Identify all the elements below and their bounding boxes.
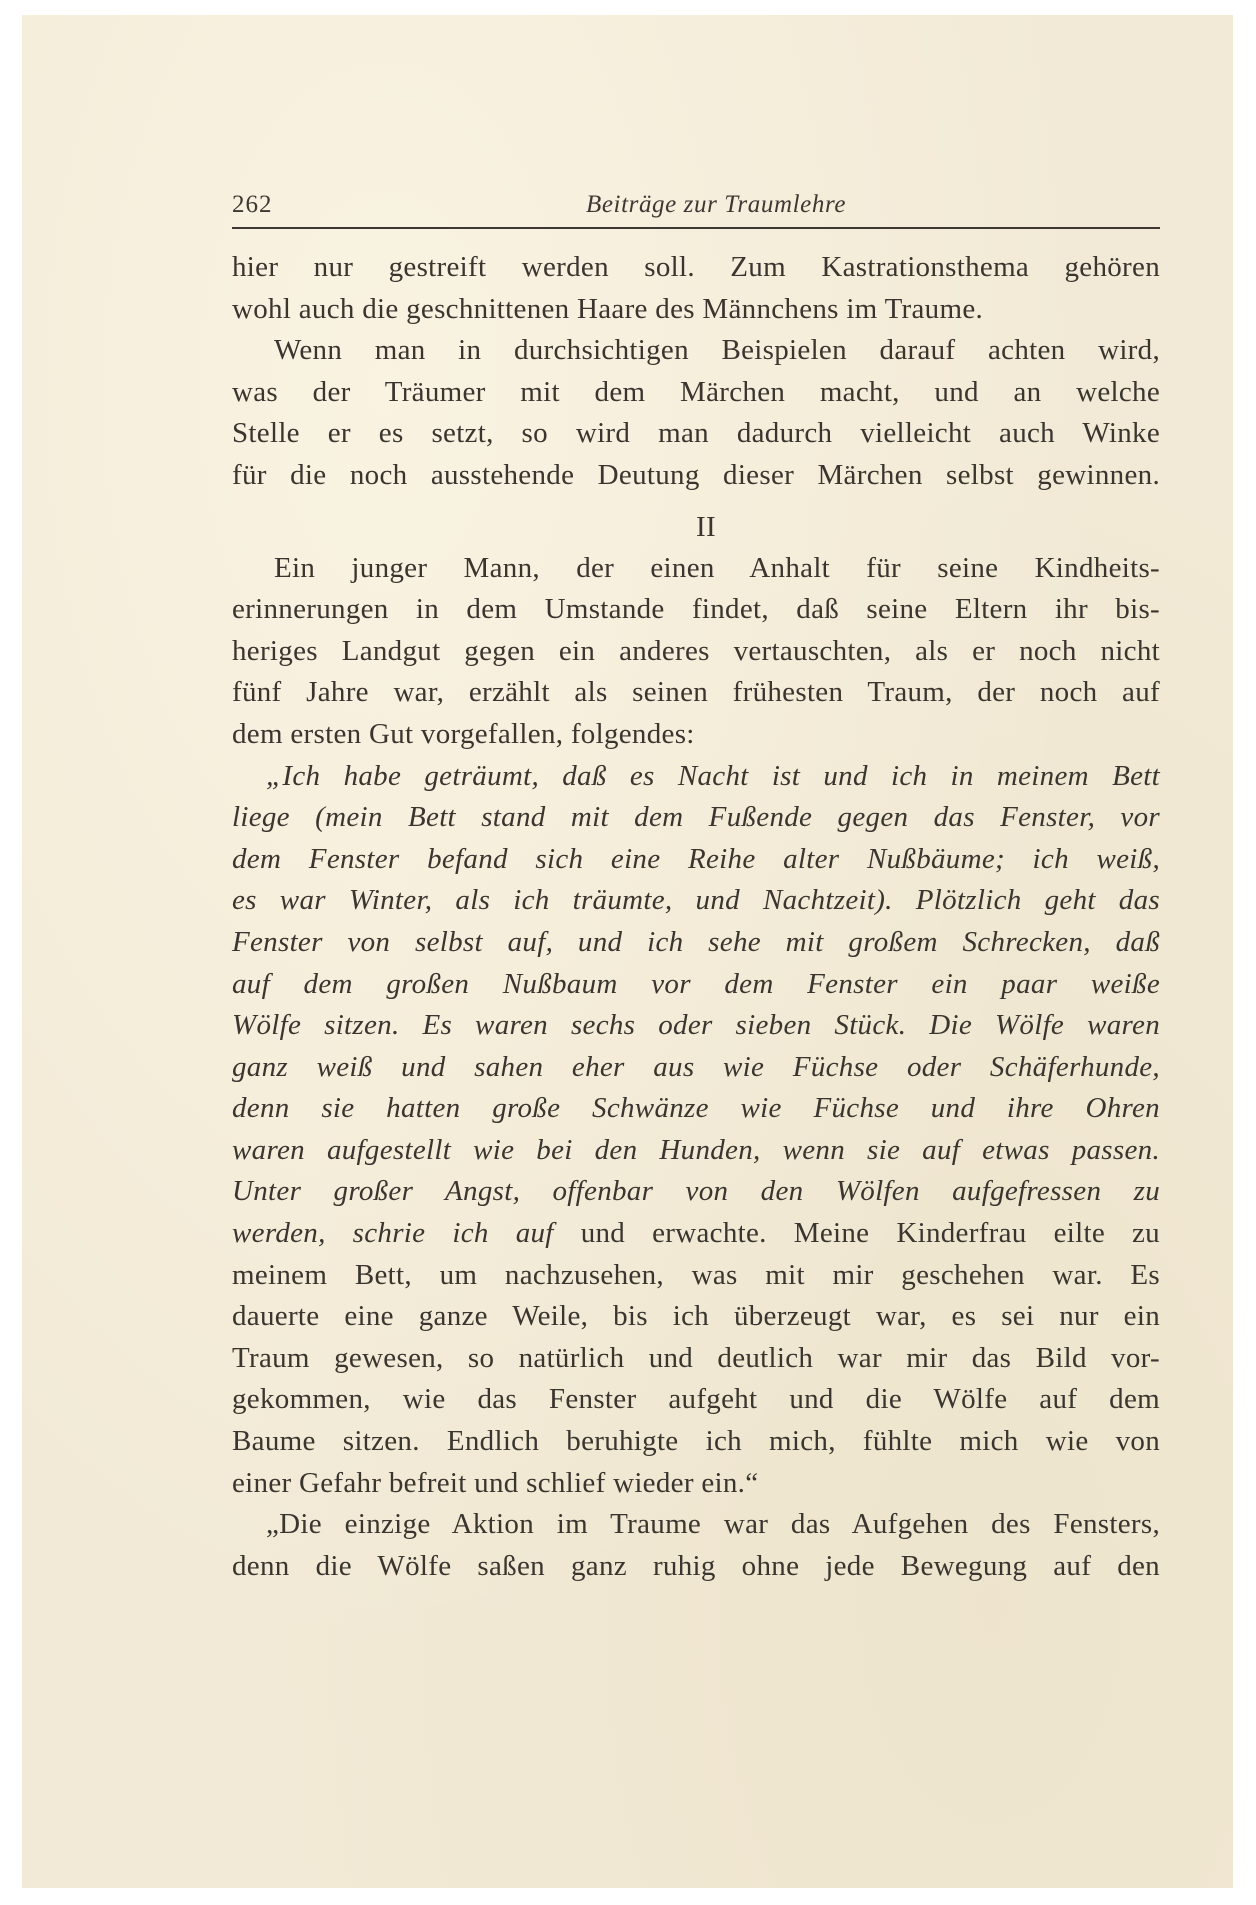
text-line: Stelle er es setzt, so wird man dadurch vielleicht auch Winke	[232, 417, 1160, 450]
italic-line: „Ich habe geträumt, daß es Nacht ist und ich in meinem Bett	[266, 759, 1160, 792]
italic-line: liege (mein Bett stand mit dem Fußende gegen das Fenster, vor	[232, 801, 1160, 834]
italic-line: dem Fenster befand sich eine Reihe alter Nußbäume; ich weiß,	[232, 842, 1160, 875]
text-line: „Die einzige Aktion im Traume war das Aufgehen des Fensters,	[266, 1508, 1160, 1541]
text-line: für die noch ausstehende Deutung dieser Märchen selbst gewinnen.	[232, 458, 1160, 491]
dream-quote	[232, 756, 1160, 1505]
page-number: 262	[232, 191, 273, 218]
header-rule	[232, 227, 1160, 229]
mixed-line	[232, 1213, 1160, 1255]
italic-line: waren aufgestellt wie bei den Hunden, wenn sie auf etwas passen.	[232, 1133, 1160, 1166]
text-line: Wenn man in durchsichtigen Beispielen darauf achten wird,	[274, 334, 1160, 367]
text-line: Ein junger Mann, der einen Anhalt für seine Kindheits-	[274, 551, 1160, 584]
italic-line: Unter großer Angst, offenbar von den Wölfen aufgefressen zu	[232, 1175, 1160, 1208]
italic-line: Wölfe sitzen. Es waren sechs oder sieben Stück. Die Wölfe waren	[232, 1009, 1160, 1042]
text-line: meinem Bett, um nachzusehen, was mit mir geschehen war. Es	[232, 1258, 1160, 1291]
running-head	[232, 191, 1160, 221]
text-line: wohl auch die geschnittenen Haare des Männchens im Traume.	[232, 292, 984, 325]
text-line: Traum gewesen, so natürlich und deutlich war mir das Bild vor-	[232, 1341, 1160, 1374]
section-heading: II	[696, 510, 716, 543]
italic-line: denn sie hatten große Schwänze wie Füchse und ihre Ohren	[232, 1092, 1160, 1125]
italic-line: Fenster von selbst auf, und ich sehe mit großem Schrecken, daß	[232, 925, 1160, 958]
italic-line: auf dem großen Nußbaum vor dem Fenster ein paar weiße	[232, 967, 1160, 1000]
paragraph	[232, 548, 1160, 756]
running-title: Beiträge zur Traumlehre	[585, 191, 847, 218]
text-line: heriges Landgut gegen ein anderes vertauschten, als er noch nicht	[232, 634, 1160, 667]
text-line: gekommen, wie das Fenster aufgeht und die Wölfe auf dem	[232, 1383, 1160, 1416]
book-page	[22, 15, 1233, 1888]
text-line: dem ersten Gut vorgefallen, folgendes:	[232, 717, 695, 750]
roman-run: und erwachte. Meine Kinderfrau eilte zu	[553, 1217, 1160, 1250]
text-line: fünf Jahre war, erzählt als seinen frühesten Traum, der noch auf	[232, 676, 1160, 709]
text-line: denn die Wölfe saßen ganz ruhig ohne jede Bewegung auf den	[232, 1549, 1160, 1582]
body-text	[232, 247, 1160, 1587]
italic-run: werden, schrie ich auf	[232, 1217, 554, 1250]
text-line: dauerte eine ganze Weile, bis ich überzeugt war, es sei nur ein	[232, 1300, 1160, 1333]
text-line: was der Träumer mit dem Märchen macht, und an welche	[232, 375, 1160, 408]
text-line: Baume sitzen. Endlich beruhigte ich mich, fühlte mich wie von	[232, 1425, 1160, 1458]
text-line: hier nur gestreift werden soll. Zum Kastrationsthema gehören	[232, 251, 1160, 283]
text-line: erinnerungen in dem Umstande findet, daß seine Eltern ihr bis-	[232, 593, 1160, 626]
italic-line: es war Winter, als ich träumte, und Nachtzeit). Plötzlich geht das	[232, 884, 1160, 917]
italic-line: ganz weiß und sahen eher aus wie Füchse oder Schäferhunde,	[232, 1050, 1160, 1083]
paragraph	[232, 1504, 1160, 1587]
paragraph-continued	[232, 247, 1160, 330]
paragraph	[232, 330, 1160, 496]
text-line: einer Gefahr befreit und schlief wieder ein.“	[232, 1466, 759, 1499]
